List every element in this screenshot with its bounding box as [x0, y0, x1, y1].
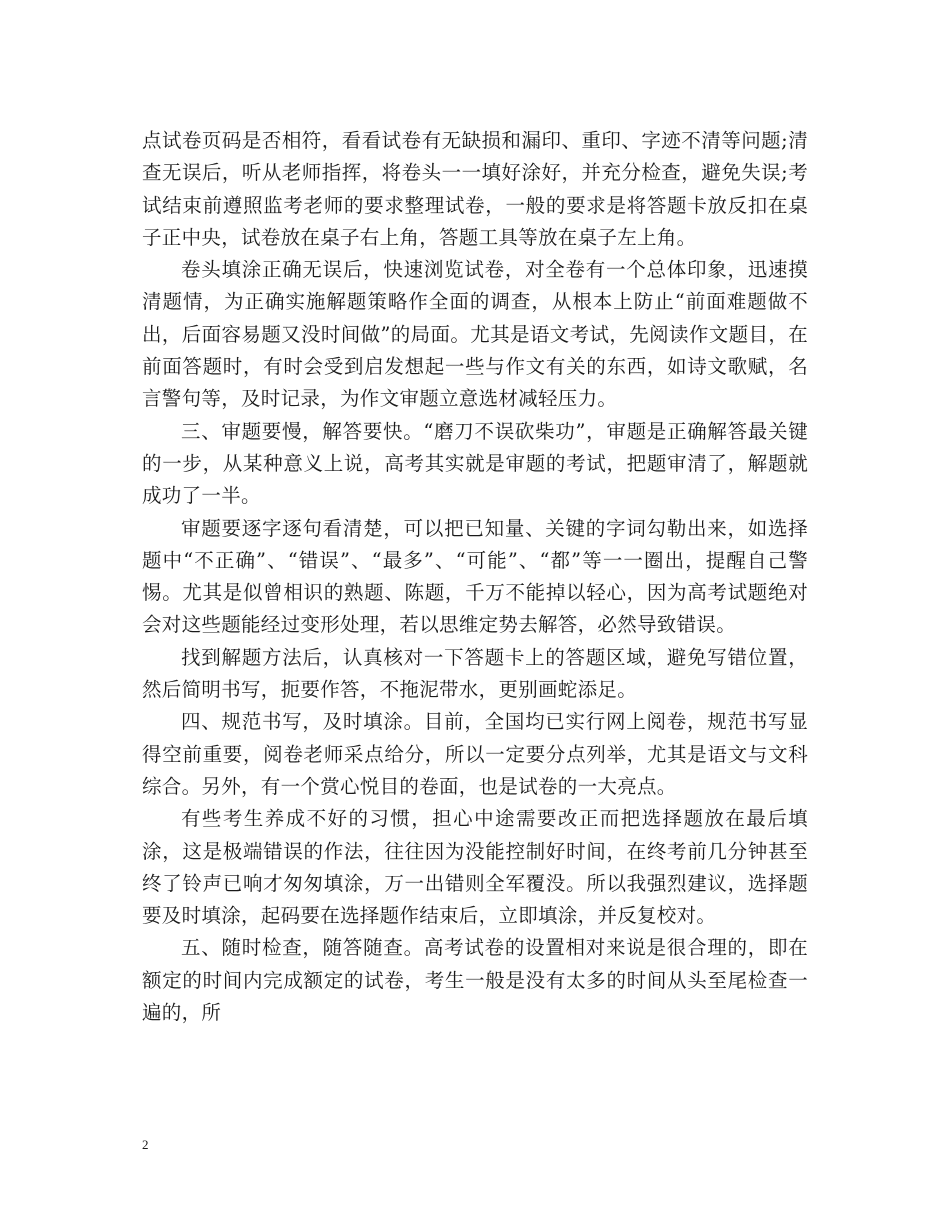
body-text [142, 125, 808, 1029]
paragraph: 卷头填涂正确无误后，快速浏览试卷，对全卷有一个总体印象，迅速摸清题情，为正确实施解题策略作全面的调查，从根本上防止“前面难题做不出，后面容易题又没时间做”的局面。尤其是语文考试，先阅读作文题目，在前面答题时，有时会受到启发想起一些与作文有关的东西，如诗文歌赋，名言警句等，及时记录，为作文审题立意选材减轻压力。 [142, 258, 808, 411]
paragraph: 五、随时检查，随答随查。高考试卷的设置相对来说是很合理的，即在额定的时间内完成额定的试卷，考生一般是没有太多的时间从头至尾检查一遍的，所 [142, 936, 808, 1025]
paragraph: 三、审题要慢，解答要快。“磨刀不误砍柴功”，审题是正确解答最关键的一步，从某种意义上说，高考其实就是审题的考试，把题审清了，解题就成功了一半。 [142, 419, 808, 508]
paragraph: 有些考生养成不好的习惯，担心中途需要改正而把选择题放在最后填涂，这是极端错误的作法，往往因为没能控制好时间，在终考前几分钟甚至终了铃声已响才匆匆填涂，万一出错则全军覆没。所以我强烈建议，选择题要及时填涂，起码要在选择题作结束后，立即填涂，并反复校对。 [142, 807, 808, 928]
paragraph: 找到解题方法后，认真核对一下答题卡上的答题区域，避免写错位置，然后简明书写，扼要作答，不拖泥带水，更别画蛇添足。 [142, 645, 808, 702]
page-number: 2 [142, 1137, 149, 1152]
paragraph: 四、规范书写，及时填涂。目前，全国均已实行网上阅卷，规范书写显得空前重要，阅卷老师采点给分，所以一定要分点列举，尤其是语文与文科综合。另外，有一个赏心悦目的卷面，也是试卷的一大亮点。 [142, 710, 808, 798]
paragraph: 审题要逐字逐句看清楚，可以把已知量、关键的字词勾勒出来，如选择题中“不正确”、“错误”、“最多”、“可能”、“都”等一一圈出，提醒自己警惕。尤其是似曾相识的熟题、陈题，千万不能掉以轻心，因为高考试题绝对会对这些题能经过变形处理，若以思维定势去解答，必然导致错误。 [142, 516, 808, 637]
paragraph: 点试卷页码是否相符，看看试卷有无缺损和漏印、重印、字迹不清等问题;清查无误后，听从老师指挥，将卷头一一填好涂好，并充分检查，避免失误;考试结束前遵照监考老师的要求整理试卷，一般的要求是将答题卡放反扣在桌子正中央，试卷放在桌子右上角，答题工具等放在桌子左上角。 [142, 129, 808, 249]
